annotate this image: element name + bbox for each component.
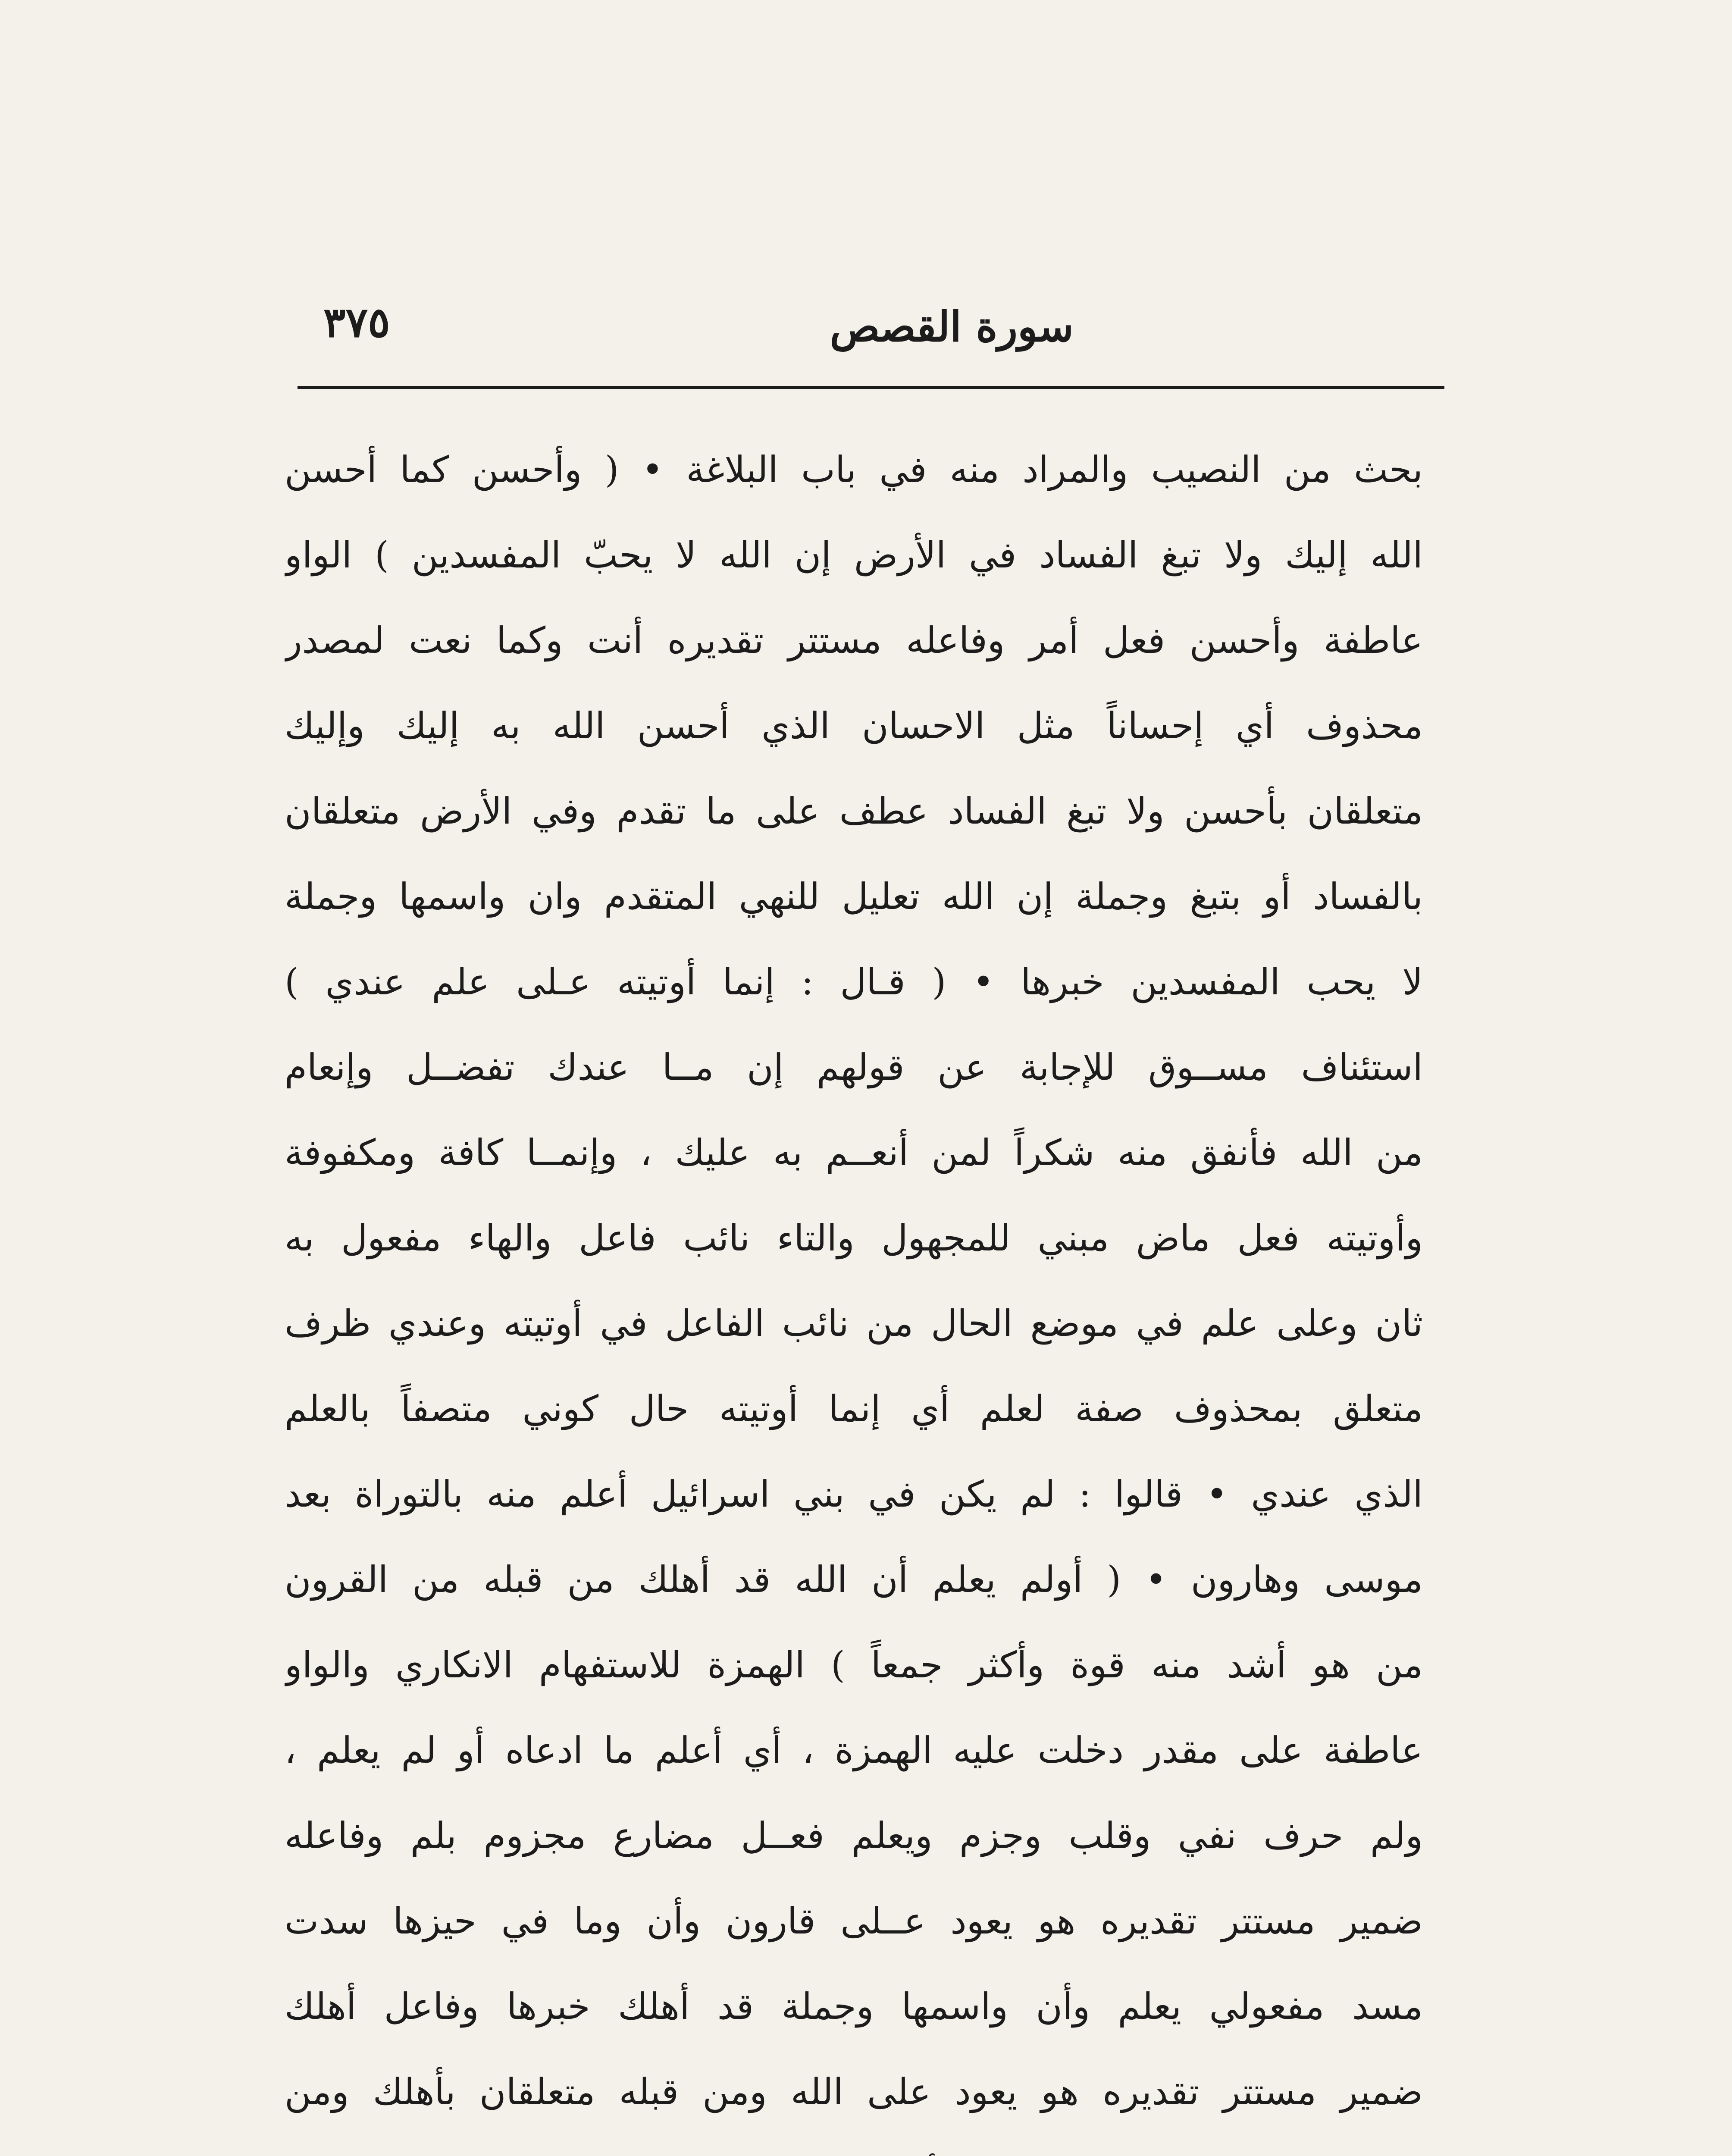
text-line (285, 2134, 1423, 2156)
text-line: متعلق بمحذوف صفة لعلم أي إنما أوتيته حال كوني متصفاً بالعلم (285, 1388, 1423, 1430)
text-line: مسد مفعولي يعلم وأن واسمها وجملة قد أهلك خبرها وفاعل أهلك (285, 1985, 1423, 2028)
text-line: وأوتيته فعل ماض مبني للمجهول والتاء نائب فاعل والهاء مفعول به (285, 1217, 1423, 1259)
text-line: ضمير مستتر تقديره هو يعود عــلى قارون وأن وما في حيزها سدت (285, 1900, 1423, 1942)
page-number: ٣٧٥ (323, 298, 390, 347)
text-line: ثان وعلى علم في موضع الحال من نائب الفاعل في أوتيته وعندي ظرف (285, 1302, 1423, 1344)
text-line: محذوف أي إحساناً مثل الاحسان الذي أحسن الله به إليك وإليك (285, 705, 1423, 747)
text-line: ولم حرف نفي وقلب وجزم ويعلم فعــل مضارع مجزوم بلم وفاعله (285, 1814, 1423, 1857)
text-line: عاطفة وأحسن فعل أمر وفاعله مستتر تقديره أنت وكما نعت لمصدر (285, 619, 1423, 661)
text-line: متعلقان بأحسن ولا تبغ الفساد عطف على ما تقدم وفي الأرض متعلقان (285, 790, 1423, 832)
text-line: الذي عندي • قالوا : لم يكن في بني اسرائيل أعلم منه بالتوراة بعد (285, 1473, 1423, 1515)
text-line: بالفساد أو بتبغ وجملة إن الله تعليل للنهي المتقدم وان واسمها وجملة (285, 875, 1423, 918)
body-text (285, 427, 1423, 2156)
page-header (298, 276, 1444, 379)
text-line: من الله فأنفق منه شكراً لمن أنعــم به عليك ، وإنمــا كافة ومكفوفة (285, 1131, 1423, 1174)
text-line: موسى وهارون • ( أولم يعلم أن الله قد أهلك من قبله من القرون (285, 1558, 1423, 1601)
header-rule (298, 386, 1444, 389)
text-line: لا يحب المفسدين خبرها • ( قـال : إنما أوتيته عـلى علم عندي ) (285, 961, 1423, 1003)
text-line: عاطفة على مقدر دخلت عليه الهمزة ، أي أعلم ما ادعاه أو لم يعلم ، (285, 1729, 1423, 1771)
text-line: استئناف مســوق للإجابة عن قولهم إن مــا عندك تفضــل وإنعام (285, 1046, 1423, 1088)
page-title: سورة القصص (830, 302, 1074, 351)
text-line: الله إليك ولا تبغ الفساد في الأرض إن الله لا يحبّ المفسدين ) الواو (285, 534, 1423, 576)
text-line: من هو أشد منه قوة وأكثر جمعاً ) الهمزة للاستفهام الانكاري والواو (285, 1644, 1423, 1686)
text-line: ضمير مستتر تقديره هو يعود على الله ومن قبله متعلقان بأهلك ومن (285, 2071, 1423, 2113)
text-line: بحث من النصيب والمراد منه في باب البلاغة • ( وأحسن كما أحسن (285, 448, 1423, 491)
